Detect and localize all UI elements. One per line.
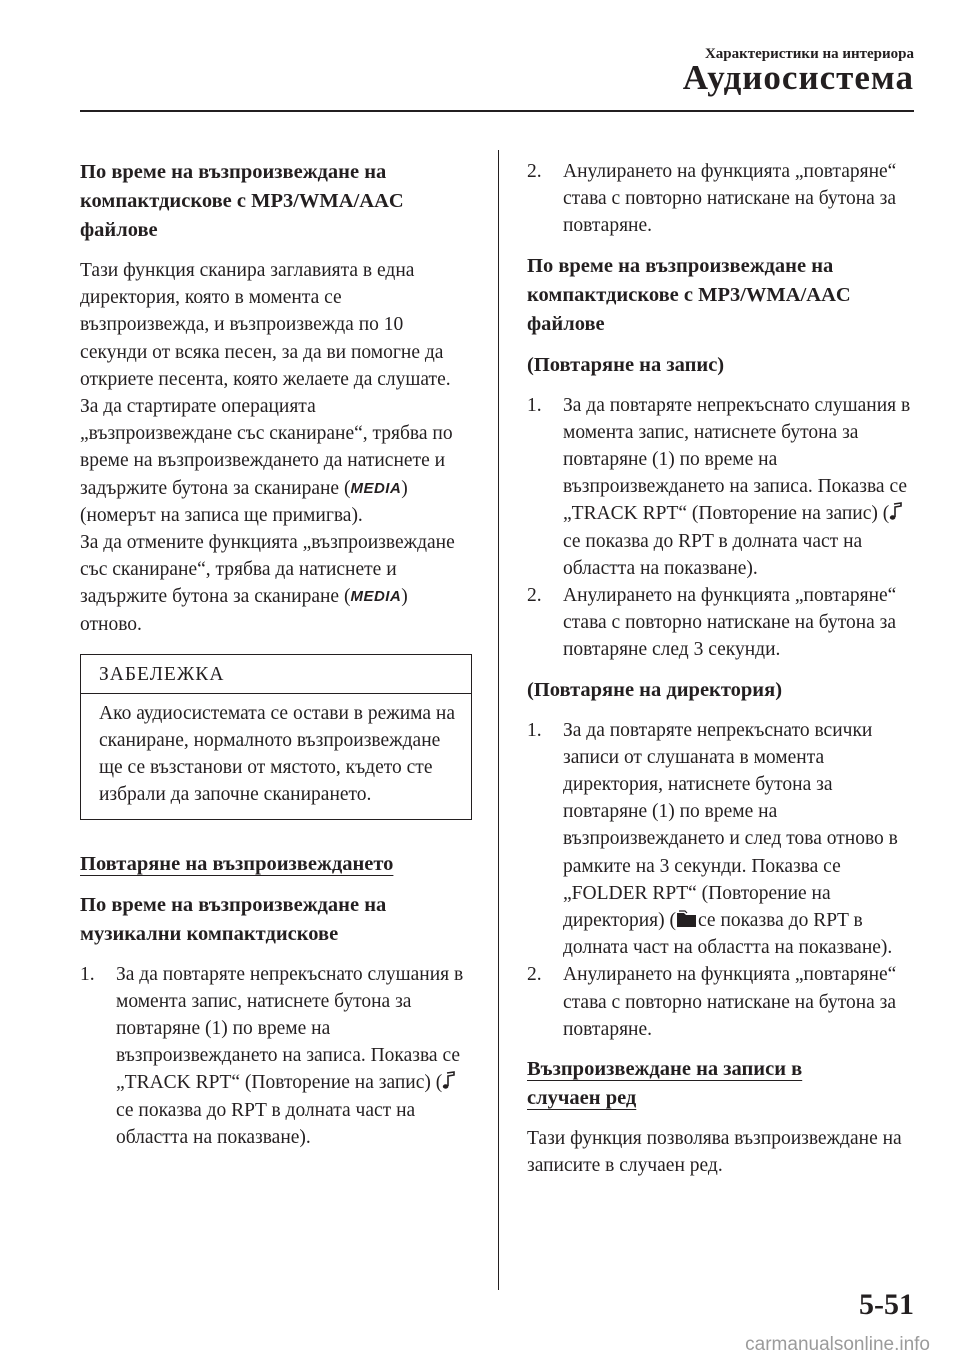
page-title: Аудиосистема	[682, 58, 914, 97]
media-button-icon: MEDIA	[350, 479, 402, 497]
note-title: ЗАБЕЛЕЖКА	[81, 655, 471, 694]
subheading-random: Възпроизвеждане на записи в случаен ред	[527, 1058, 803, 1110]
column-divider	[498, 150, 499, 1290]
note-box	[80, 654, 472, 820]
music-note-icon	[889, 502, 903, 522]
subheading-repeat: Повтаряне на възпроизвеждането	[80, 852, 394, 875]
heading-music-cd: По време на възпроизвеждане на музикални компактдискове	[80, 893, 387, 945]
right-column	[527, 158, 919, 1179]
list-item: 2. Анулирането на функцията „повтаряне“ става с повторно натискане на бутона за повтаряне.	[527, 158, 919, 240]
scan-description: Тази функция сканира заглавията в една директория, която в момента се възпроизвежда, и възпроизвежда по 10 секунди от всяка песен, за да ви помогне да откриете песента, която желаете да слушате. За да стартирате операцията „възпроизвеждане със сканиране“, трябва по време на възпроизвеждането да натиснете и задържите бутона за сканиране (MEDIA) (номерът на записа ще примигва).	[80, 260, 453, 526]
list-item: 2. Анулирането на функцията „повтаряне“ става с повторно натискане на бутона за повтаряне след 3 секунди.	[527, 582, 919, 664]
list-item: 2. Анулирането на функцията „повтаряне“ става с повторно натискане на бутона за повтаряне.	[527, 961, 919, 1043]
note-text: Ако аудиосистемата се остави в режима на сканиране, нормалното възпроизвеждане ще се възстанови от мястото, където сте избрали да започне сканирането.	[99, 702, 456, 806]
music-note-icon	[442, 1071, 456, 1091]
watermark: carmanualsonline.info	[745, 1334, 930, 1355]
list-number: 1.	[527, 394, 542, 416]
heading-mp3-scan: По време на възпроизвеждане на компактдискове с MP3/WMA/AAC файлове	[80, 161, 404, 241]
list-number: 1.	[527, 719, 542, 741]
list-number: 2.	[527, 585, 542, 607]
list-number: 2.	[527, 161, 542, 182]
scan-cancel-description: За да отмените функцията „възпроизвеждане със сканиране“, трябва да натиснете и задържите бутона за сканиране (MEDIA) отново.	[80, 532, 455, 635]
list-number: 1.	[80, 963, 95, 985]
page-number: 5-51	[859, 1288, 914, 1321]
random-description: Тази функция позволява възпроизвеждане на записите в случаен ред.	[527, 1128, 902, 1177]
media-button-icon: MEDIA	[350, 588, 402, 606]
heading-repeat-track: (Повтаряне на запис)	[527, 353, 725, 376]
left-column	[80, 158, 472, 1151]
list-item: 1. За да повтаряте непрекъснато слушания в момента запис, натиснете бутона за повтаряне (1) по време на възпроизвеждането на записа. Показва се „TRACK RPT“ (Повторение на запис) (се показва до RPT в долната част на областта на показване).	[527, 392, 919, 582]
list-item: 1. За да повтаряте непрекъснато всички записи от слушаната в момента директория, натиснете бутона за повтаряне (1) по време на възпроизвеждането и след това отново в рамките на 3 секунди. Показва се „FOLDER RPT“ (Повторение на директория) ( се показва до RPT в долната част на областта на показване).	[527, 717, 919, 962]
list-item: 1. За да повтаряте непрекъснато слушания в момента запис, натиснете бутона за повтаряне (1) по време на възпроизвеждането на записа. Показва се „TRACK RPT“ (Повторение на запис) (се показва до RPT в долната част на областта на показване).	[80, 961, 472, 1151]
header-divider	[80, 110, 914, 112]
section-title: Характеристики на интериора	[704, 46, 914, 62]
heading-mp3-repeat: По време на възпроизвеждане на компактдискове с MP3/WMA/AAC файлове	[527, 254, 851, 335]
heading-repeat-folder: (Повтаряне на директория)	[527, 678, 783, 701]
list-number: 2.	[527, 964, 542, 986]
folder-icon	[676, 909, 698, 929]
